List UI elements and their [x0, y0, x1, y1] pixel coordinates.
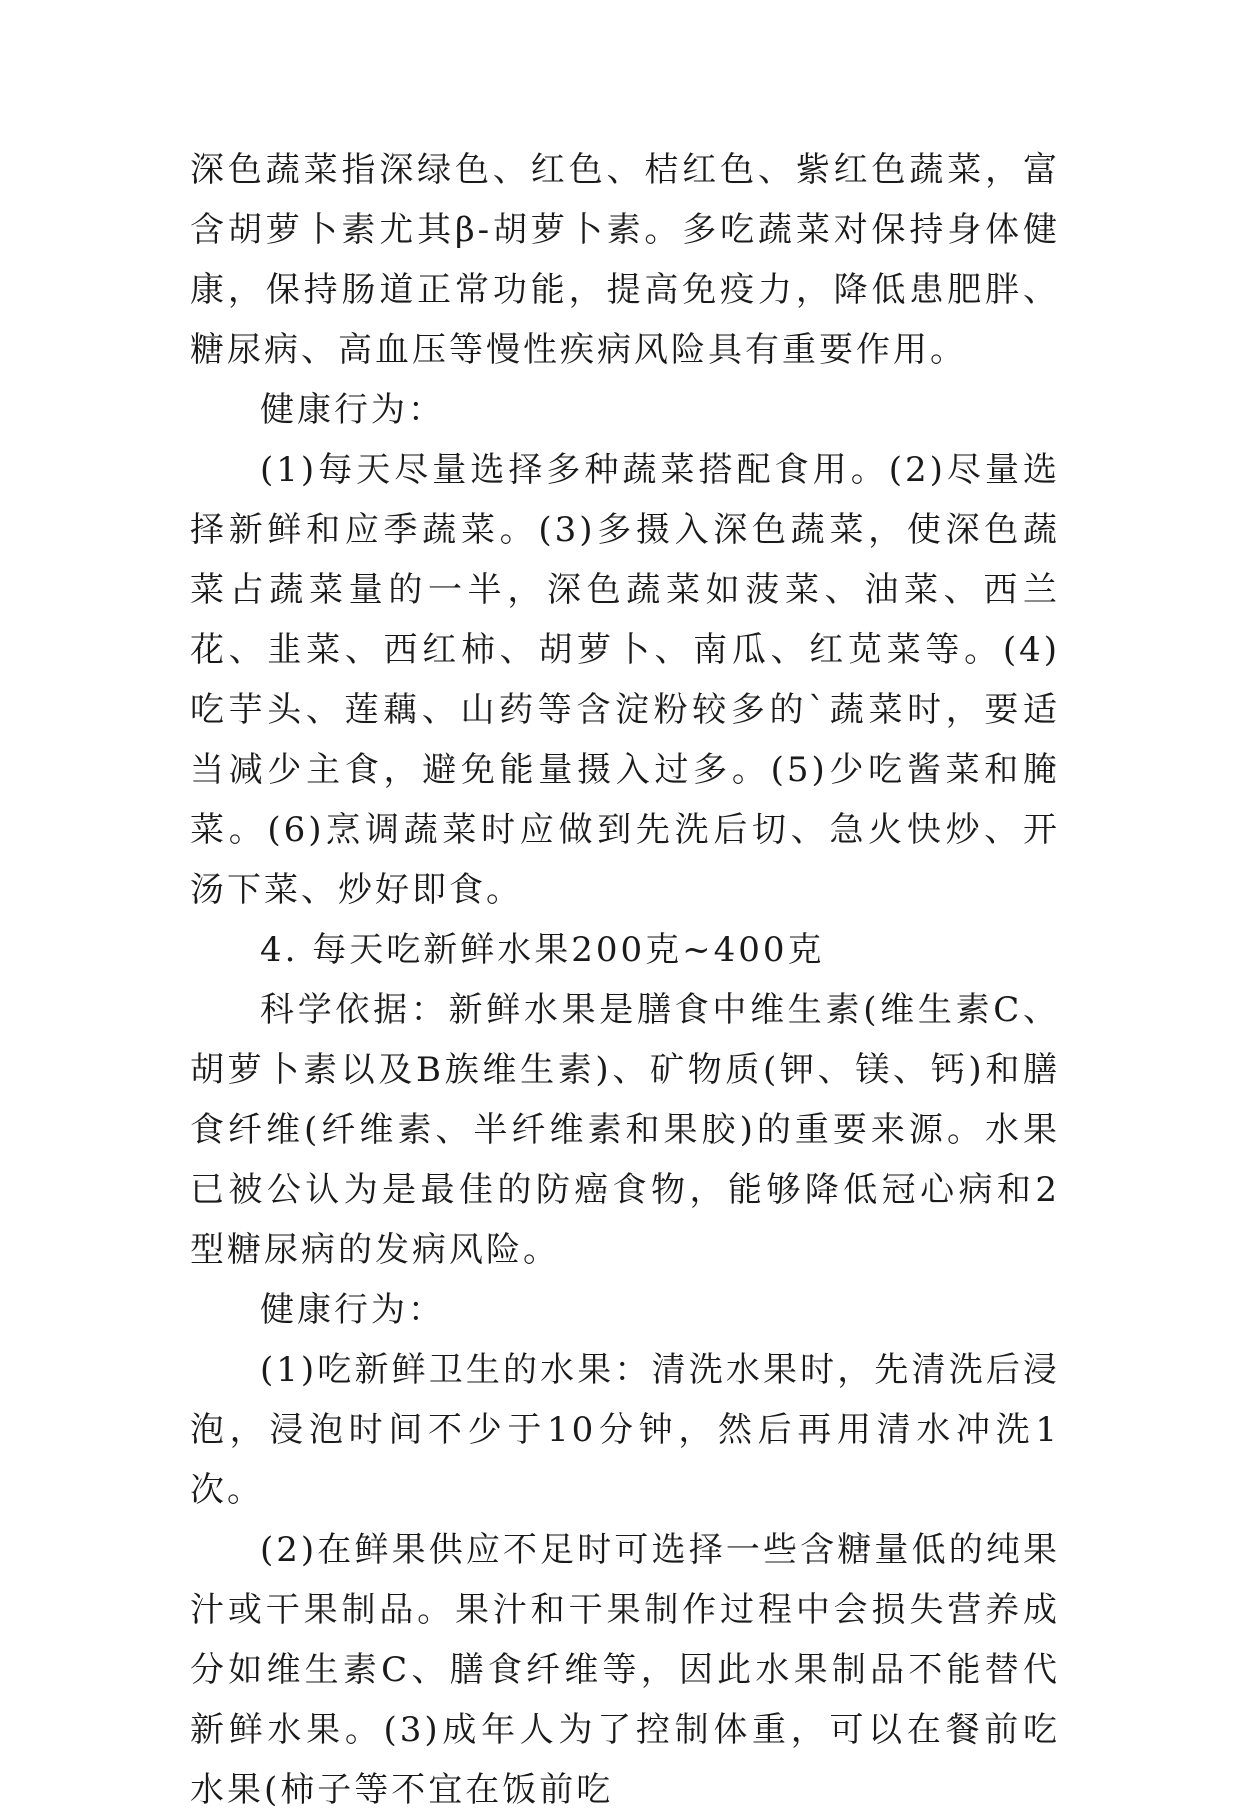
- paragraph-fruit-behavior-2: (2)在鲜果供应不足时可选择一些含糖量低的纯果汁或干果制品。果汁和干果制作过程中会损失营养成分如维生素C、膳食纤维等，因此水果制品不能替代新鲜水果。(3)成年人为了控制体重，可以在餐前吃水果(柿子等不宜在饭前吃: [190, 1530, 1060, 1810]
- paragraph-fruit-behavior-1: (1)吃新鲜卫生的水果：清洗水果时，先清洗后浸泡，浸泡时间不少于10分钟，然后再用清水冲洗1次。: [190, 1350, 1060, 1510]
- paragraph-vegetable-behaviors: (1)每天尽量选择多种蔬菜搭配食用。(2)尽量选择新鲜和应季蔬菜。(3)多摄入深色蔬菜，使深色蔬菜占蔬菜量的一半，深色蔬菜如菠菜、油菜、西兰花、韭菜、西红柿、胡萝卜、南瓜、红苋菜等。(4)吃芋头、莲藕、山药等含淀粉较多的`蔬菜时，要适当减少主食，避免能量摄入过多。(5)少吃酱菜和腌菜。(6)烹调蔬菜时应做到先洗后切、急火快炒、开汤下菜、炒好即食。: [190, 450, 1060, 910]
- paragraph-vegetable-benefits: 深色蔬菜指深绿色、红色、桔红色、紫红色蔬菜，富含胡萝卜素尤其β-胡萝卜素。多吃蔬菜对保持身体健康，保持肠道正常功能，提高免疫力，降低患肥胖、糖尿病、高血压等慢性疾病风险具有重要作用。: [190, 150, 1060, 370]
- paragraph-health-behavior-heading: 健康行为：: [260, 390, 445, 430]
- section-heading-fruit: 4. 每天吃新鲜水果200克~400克: [260, 930, 825, 970]
- paragraph-fruit-science: 科学依据：新鲜水果是膳食中维生素(维生素C、胡萝卜素以及B族维生素)、矿物质(钾、镁、钙)和膳食纤维(纤维素、半纤维素和果胶)的重要来源。水果已被公认为是最佳的防癌食物，能够降低冠心病和2型糖尿病的发病风险。: [190, 990, 1060, 1270]
- paragraph-health-behavior-heading-2: 健康行为：: [260, 1290, 445, 1330]
- document-page: [190, 140, 1060, 1820]
